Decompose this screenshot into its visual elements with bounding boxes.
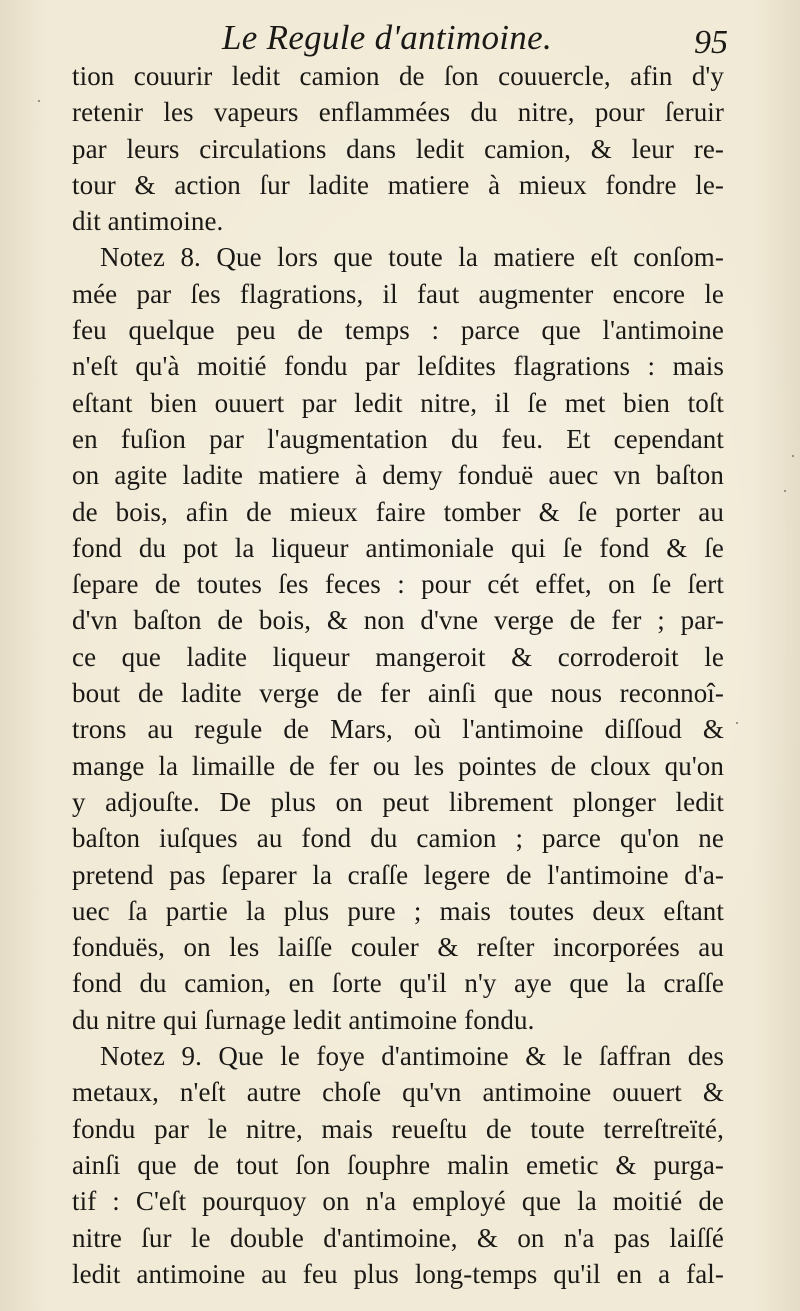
text-line: n'eſt qu'à moitié fondu par leſdites flagrations : mais [72,351,724,382]
text-line: on agite ladite matiere à demy fonduë auec vn baſton [72,460,724,491]
text-line: bout de ladite verge de fer ainſi que nous reconnoî- [72,678,724,709]
text-line: eſtant bien ouuert par ledit nitre, il ſe met bien toſt [72,387,724,418]
text-line: trons au regule de Mars, où l'antimoine diſſoud & [72,714,724,745]
text-line: ledit antimoine au feu plus long-temps qu'il en a fal- [72,1258,724,1289]
text-line: ce que ladite liqueur mangeroit & corroderoit le [72,641,724,672]
text-line: fonduës, on les laiſſe couler & reſter incorporées au [72,932,724,963]
print-speck [38,100,40,102]
text-line: ainſi que de tout ſon ſouphre malin emetic & purga- [72,1149,724,1180]
print-speck [736,722,738,724]
text-line: y adjouſte. De plus on peut librement plonger ledit [72,786,724,817]
paragraph-first-line: Notez 8. Que lors que toute la matiere eſt conſom- [100,242,724,273]
text-line: du nitre qui ſurnage ledit antimoine fondu. [72,1004,535,1035]
print-speck [792,455,794,457]
body-text [72,58,724,1292]
text-line: fond du pot la liqueur antimoniale qui ſe fond & ſe [72,532,724,563]
text-line: pretend pas ſeparer la craſſe legere de l'antimoine d'a- [72,859,724,890]
text-line: nitre ſur le double d'antimoine, & on n'a pas laiſſé [72,1222,724,1253]
text-line: mange la limaille de fer ou les pointes de cloux qu'on [72,750,724,781]
text-line: tif : C'eſt pourquoy on n'a employé que la moitié de [72,1186,724,1217]
page-number: 95 [694,24,728,61]
text-line: retenir les vapeurs enflammées du nitre, pour ſeruir [72,97,724,128]
text-line: feu quelque peu de temps : parce que l'antimoine [72,315,724,346]
text-line: de bois, afin de mieux faire tomber & ſe porter au [72,496,724,527]
page-header [0,12,800,62]
text-line: mée par ſes flagrations, il faut augmenter encore le [72,278,724,309]
text-line: uec ſa partie la plus pure ; mais toutes deux eſtant [72,895,724,926]
print-speck [784,490,786,492]
text-line: ſepare de toutes ſes feces : pour cét effet, on ſe ſert [72,569,724,600]
text-line: tion couurir ledit camion de ſon couuercle, afin d'y [72,61,724,91]
text-line: baſton iuſques au fond du camion ; parce qu'on ne [72,823,724,854]
running-title: Le Regule d'antimoine. [222,18,552,57]
text-line: en fuſion par l'augmentation du feu. Et cependant [72,423,724,454]
text-line: fond du camion, en ſorte qu'il n'y aye que la craſſe [72,968,724,999]
text-line: fondu par le nitre, mais reueſtu de toute terreſtreïté, [72,1113,724,1144]
paragraph-first-line: Notez 9. Que le foye d'antimoine & le ſaffran des [100,1041,724,1072]
text-line: dit antimoine. [72,206,224,237]
text-line: tour & action ſur ladite matiere à mieux fondre le- [72,169,724,200]
text-line: metaux, n'eſt autre choſe qu'vn antimoine ouuert & [72,1077,724,1108]
text-line: d'vn baſton de bois, & non d'vne verge de fer ; par- [72,605,724,636]
text-line: par leurs circulations dans ledit camion, & leur re- [72,133,724,164]
